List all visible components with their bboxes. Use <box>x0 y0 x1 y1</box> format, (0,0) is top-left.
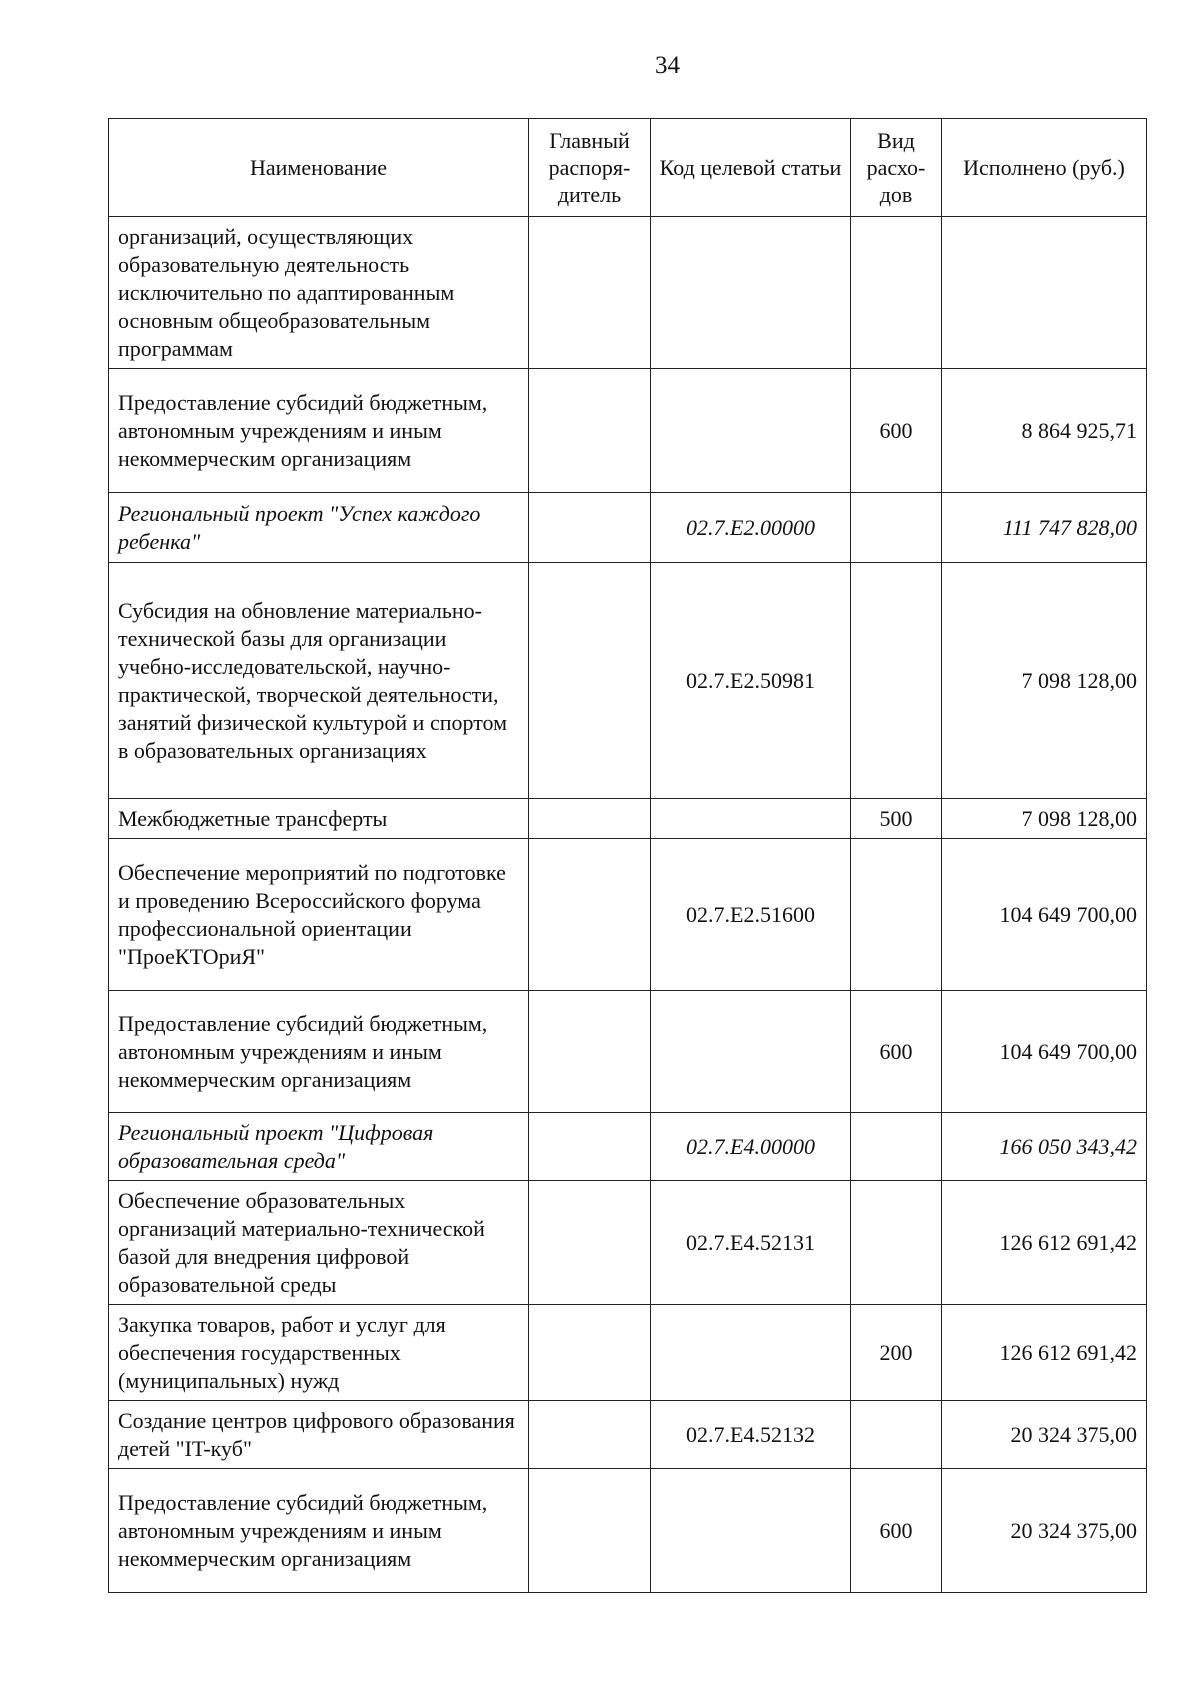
cell-code: 02.7.E4.52131 <box>651 1181 851 1305</box>
cell-done: 20 324 375,00 <box>942 1469 1147 1593</box>
cell-code: 02.7.E4.52132 <box>651 1401 851 1469</box>
cell-kind <box>851 563 942 799</box>
cell-code <box>651 369 851 493</box>
cell-name: Региональный проект "Успех каждого ребенка" <box>109 493 529 563</box>
table-row <box>109 369 1147 493</box>
cell-done: 20 324 375,00 <box>942 1401 1147 1469</box>
table-row <box>109 991 1147 1113</box>
table-row <box>109 1181 1147 1305</box>
cell-kind <box>851 1401 942 1469</box>
cell-name: Создание центров цифрового образования детей "IT-куб" <box>109 1401 529 1469</box>
cell-kind <box>851 493 942 563</box>
cell-admin <box>529 1305 651 1401</box>
cell-done <box>942 217 1147 369</box>
cell-code: 02.7.E2.51600 <box>651 839 851 991</box>
cell-admin <box>529 991 651 1113</box>
cell-kind: 600 <box>851 1469 942 1593</box>
cell-code <box>651 991 851 1113</box>
cell-done: 104 649 700,00 <box>942 991 1147 1113</box>
cell-name: организаций, осуществляющих образовательную деятельность исключительно по адаптированным основным общеобразовательным программам <box>109 217 529 369</box>
budget-table <box>108 118 1147 1593</box>
cell-kind <box>851 839 942 991</box>
cell-done: 7 098 128,00 <box>942 563 1147 799</box>
cell-code <box>651 1469 851 1593</box>
cell-name: Закупка товаров, работ и услуг для обеспечения государственных (муниципальных) нужд <box>109 1305 529 1401</box>
cell-done: 8 864 925,71 <box>942 369 1147 493</box>
cell-done: 126 612 691,42 <box>942 1305 1147 1401</box>
cell-name: Региональный проект "Цифровая образовательная среда" <box>109 1113 529 1181</box>
cell-kind: 200 <box>851 1305 942 1401</box>
cell-done: 7 098 128,00 <box>942 799 1147 839</box>
cell-name: Предоставление субсидий бюджетным, автономным учреждениям и иным некоммерческим организациям <box>109 369 529 493</box>
cell-admin <box>529 839 651 991</box>
cell-name: Обеспечение мероприятий по подготовке и проведению Всероссийского форума профессиональной ориентации "ПроеКТОриЯ" <box>109 839 529 991</box>
table-row <box>109 799 1147 839</box>
header-admin: Главный распоря- дитель <box>529 119 651 217</box>
cell-admin <box>529 799 651 839</box>
cell-admin <box>529 1469 651 1593</box>
cell-name: Субсидия на обновление материально-технической базы для организации учебно-исследовательской, научно-практической, творческой деятельности, занятий физической культурой и спортом в образовательных организациях <box>109 563 529 799</box>
cell-done: 104 649 700,00 <box>942 839 1147 991</box>
cell-code: 02.7.E4.00000 <box>651 1113 851 1181</box>
cell-kind: 600 <box>851 991 942 1113</box>
cell-admin <box>529 563 651 799</box>
table-row <box>109 563 1147 799</box>
cell-done: 111 747 828,00 <box>942 493 1147 563</box>
header-done: Исполнено (руб.) <box>942 119 1147 217</box>
cell-admin <box>529 217 651 369</box>
table-row <box>109 217 1147 369</box>
cell-done: 166 050 343,42 <box>942 1113 1147 1181</box>
page-number: 34 <box>655 52 680 79</box>
cell-kind <box>851 217 942 369</box>
cell-name: Предоставление субсидий бюджетным, автономным учреждениям и иным некоммерческим организациям <box>109 991 529 1113</box>
table-row <box>109 1469 1147 1593</box>
header-name: Наименование <box>109 119 529 217</box>
table-header-row <box>109 119 1147 217</box>
cell-kind <box>851 1113 942 1181</box>
cell-admin <box>529 1181 651 1305</box>
cell-code <box>651 217 851 369</box>
cell-code <box>651 799 851 839</box>
header-kind: Вид расхо- дов <box>851 119 942 217</box>
cell-admin <box>529 493 651 563</box>
cell-kind: 600 <box>851 369 942 493</box>
cell-admin <box>529 1401 651 1469</box>
cell-name: Межбюджетные трансферты <box>109 799 529 839</box>
table-row <box>109 1401 1147 1469</box>
cell-kind <box>851 1181 942 1305</box>
cell-code <box>651 1305 851 1401</box>
cell-kind: 500 <box>851 799 942 839</box>
cell-name: Обеспечение образовательных организаций материально-технической базой для внедрения цифровой образовательной среды <box>109 1181 529 1305</box>
header-code: Код целевой статьи <box>651 119 851 217</box>
cell-name: Предоставление субсидий бюджетным, автономным учреждениям и иным некоммерческим организациям <box>109 1469 529 1593</box>
table-row-project <box>109 493 1147 563</box>
cell-code: 02.7.E2.50981 <box>651 563 851 799</box>
cell-done: 126 612 691,42 <box>942 1181 1147 1305</box>
table-row-project <box>109 1113 1147 1181</box>
table-row <box>109 1305 1147 1401</box>
table-row <box>109 839 1147 991</box>
cell-code: 02.7.E2.00000 <box>651 493 851 563</box>
cell-admin <box>529 1113 651 1181</box>
cell-admin <box>529 369 651 493</box>
